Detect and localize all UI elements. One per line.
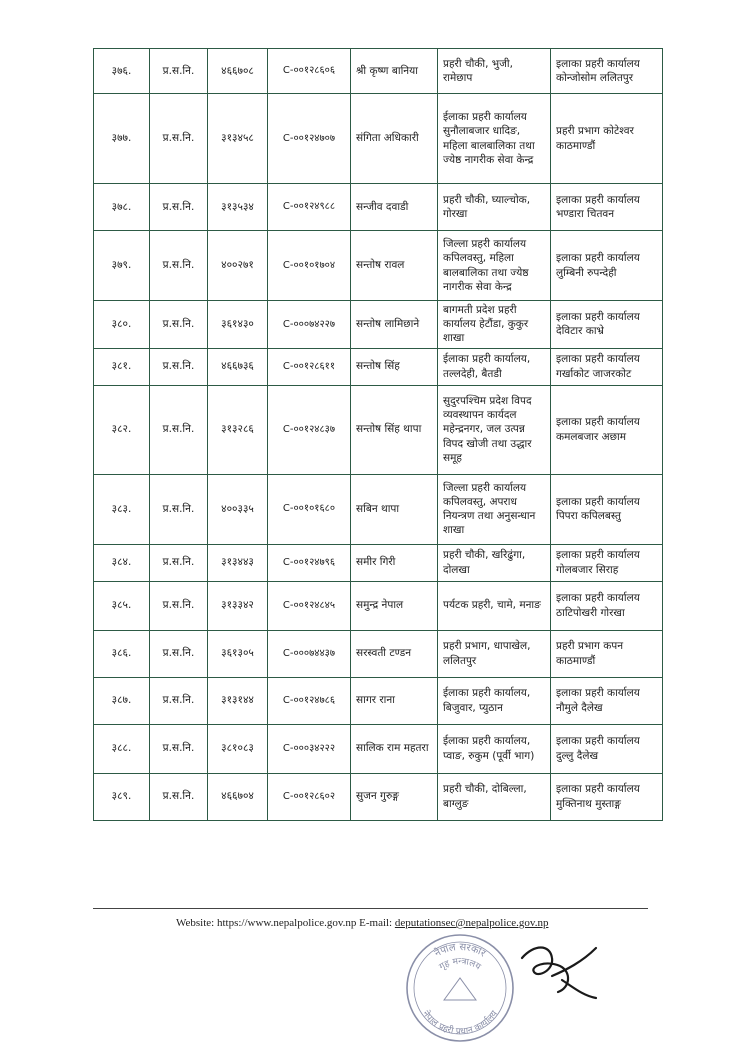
table-row (94, 301, 663, 349)
current-posting-cell: बागमती प्रदेश प्रहरी कार्यालय हेटौंडा, कुकुर शाखा (438, 301, 551, 349)
new-posting-cell: प्रहरी प्रभाग कपन काठमाण्डौं (551, 630, 663, 677)
table-row (94, 348, 663, 385)
new-posting-cell: इलाका प्रहरी कार्यालय गर्खाकोट जाजरकोट (551, 348, 663, 385)
police-number-cell: ३६१४३० (208, 301, 268, 349)
rank-cell: प्र.स.नि. (150, 231, 208, 301)
employee-code-cell: C-००१२८६०६ (268, 49, 351, 94)
officer-name-cell: सन्तोष रावल (351, 231, 438, 301)
table-row (94, 231, 663, 301)
employee-code-cell: C-००१२४९८८ (268, 184, 351, 231)
serial-number-cell: ३८४. (94, 544, 150, 581)
officer-name-cell: संगिता अधिकारी (351, 94, 438, 184)
employee-code-cell: C-००१२४८४५ (268, 581, 351, 630)
officer-name-cell: सरस्वती टण्डन (351, 630, 438, 677)
employee-code-cell: C-००१२४८३७ (268, 385, 351, 474)
seal-text-ministry: गृह मन्त्रालय (437, 956, 483, 973)
police-number-cell: ४००३३५ (208, 474, 268, 544)
footer-website: Website: https://www.nepalpolice.gov.np E-mail: (176, 917, 395, 929)
new-posting-cell: इलाका प्रहरी कार्यालय मुक्तिनाथ मुस्ताङ्ग (551, 773, 663, 820)
employee-code-cell: C-००१२८६११ (268, 348, 351, 385)
police-number-cell: ३१३३४२ (208, 581, 268, 630)
employee-code-cell: C-००१२८६०२ (268, 773, 351, 820)
serial-number-cell: ३८१. (94, 348, 150, 385)
office-seal-stamp (402, 930, 518, 1046)
seal-text-headquarters: नेपाल प्रहरी प्रधान कार्यालय (420, 1009, 500, 1038)
rank-cell: प्र.स.नि. (150, 677, 208, 724)
current-posting-cell: ईलाका प्रहरी कार्यालय, प्वाङ, रुकुम (पूर्वी भाग) (438, 724, 551, 773)
police-number-cell: ३१३५३४ (208, 184, 268, 231)
serial-number-cell: ३८६. (94, 630, 150, 677)
handwritten-signature (512, 936, 602, 1006)
serial-number-cell: ३७८. (94, 184, 150, 231)
rank-cell: प्र.स.नि. (150, 94, 208, 184)
current-posting-cell: प्रहरी चौकी, खरिढुंगा, दोलखा (438, 544, 551, 581)
serial-number-cell: ३८३. (94, 474, 150, 544)
employee-code-cell: C-००१०१७०४ (268, 231, 351, 301)
serial-number-cell: ३८०. (94, 301, 150, 349)
officer-name-cell: सुजन गुरुङ्ग (351, 773, 438, 820)
new-posting-cell: इलाका प्रहरी कार्यालय देविटार काभ्रे (551, 301, 663, 349)
new-posting-cell: इलाका प्रहरी कार्यालय गोलबजार सिराह (551, 544, 663, 581)
employee-code-cell: C-००१२४७८६ (268, 677, 351, 724)
transfer-roster-table (93, 48, 663, 821)
table-row (94, 773, 663, 820)
current-posting-cell: जिल्ला प्रहरी कार्यालय कपिलवस्तु, महिला बालबालिका तथा ज्येष्ठ नागरीक सेवा केन्द्र (438, 231, 551, 301)
rank-cell: प्र.स.नि. (150, 773, 208, 820)
table-row (94, 94, 663, 184)
current-posting-cell: जिल्ला प्रहरी कार्यालय कपिलवस्तु, अपराध नियन्त्रण तथा अनुसन्धान शाखा (438, 474, 551, 544)
police-number-cell: ३१३१४४ (208, 677, 268, 724)
current-posting-cell: ईलाका प्रहरी कार्यालय, बिजुवार, प्युठान (438, 677, 551, 724)
serial-number-cell: ३७९. (94, 231, 150, 301)
new-posting-cell: इलाका प्रहरी कार्यालय दुल्लु दैलेख (551, 724, 663, 773)
officer-name-cell: सागर राना (351, 677, 438, 724)
table-row (94, 724, 663, 773)
officer-name-cell: सन्तोष लामिछाने (351, 301, 438, 349)
police-number-cell: ४००२७१ (208, 231, 268, 301)
new-posting-cell: इलाका प्रहरी कार्यालय कमलबजार अछाम (551, 385, 663, 474)
officer-name-cell: सन्तोष सिंह (351, 348, 438, 385)
current-posting-cell: ईलाका प्रहरी कार्यालय सुनौलाबजार धादिङ, महिला बालबालिका तथा ज्येष्ठ नागरीक सेवा केन्द्र (438, 94, 551, 184)
serial-number-cell: ३७६. (94, 49, 150, 94)
rank-cell: प्र.स.नि. (150, 630, 208, 677)
police-number-cell: ४६६७०८ (208, 49, 268, 94)
rank-cell: प्र.स.नि. (150, 544, 208, 581)
current-posting-cell: सुदुरपश्चिम प्रदेश विपद व्यवस्थापन कार्यदल महेन्द्रनगर, जल उत्पन्न विपद खोजी तथा उद्धार समूह (438, 385, 551, 474)
rank-cell: प्र.स.नि. (150, 581, 208, 630)
footer-divider (93, 908, 648, 909)
rank-cell: प्र.स.नि. (150, 724, 208, 773)
employee-code-cell: C-००१२४७९६ (268, 544, 351, 581)
police-number-cell: ३१३२८६ (208, 385, 268, 474)
seal-text-government: नेपाल सरकार (432, 941, 488, 960)
table-row (94, 544, 663, 581)
seal-emblem-icon (444, 978, 476, 1000)
officer-name-cell: समीर गिरी (351, 544, 438, 581)
footer-contact (176, 917, 596, 929)
officer-name-cell: समुन्द्र नेपाल (351, 581, 438, 630)
new-posting-cell: इलाका प्रहरी कार्यालय ठाटिपोखरी गोरखा (551, 581, 663, 630)
rank-cell: प्र.स.नि. (150, 348, 208, 385)
police-number-cell: ३८१०८३ (208, 724, 268, 773)
serial-number-cell: ३८८. (94, 724, 150, 773)
table-row (94, 184, 663, 231)
table-row (94, 49, 663, 94)
police-number-cell: ३१३४५८ (208, 94, 268, 184)
new-posting-cell: इलाका प्रहरी कार्यालय भण्डारा चितवन (551, 184, 663, 231)
employee-code-cell: C-०००७४२२७ (268, 301, 351, 349)
roster-body (94, 49, 663, 821)
serial-number-cell: ३७७. (94, 94, 150, 184)
officer-name-cell: सालिक राम महतरा (351, 724, 438, 773)
current-posting-cell: पर्यटक प्रहरी, चामे, मनाङ (438, 581, 551, 630)
svg-text:गृह मन्त्रालय (438, 957, 483, 973)
table-row (94, 385, 663, 474)
rank-cell: प्र.स.नि. (150, 474, 208, 544)
rank-cell: प्र.स.नि. (150, 301, 208, 349)
officer-name-cell: सन्तोष सिंह थापा (351, 385, 438, 474)
serial-number-cell: ३८२. (94, 385, 150, 474)
employee-code-cell: C-०००७४४३७ (268, 630, 351, 677)
rank-cell: प्र.स.नि. (150, 385, 208, 474)
current-posting-cell: प्रहरी चौकी, घ्याल्चोक, गोरखा (438, 184, 551, 231)
current-posting-cell: प्रहरी चौकी, भुजी, रामेछाप (438, 49, 551, 94)
officer-name-cell: श्री कृष्ण बानिया (351, 49, 438, 94)
footer-email-link[interactable]: deputationsec@nepalpolice.gov.np (394, 917, 549, 929)
table-row (94, 677, 663, 724)
table-row (94, 630, 663, 677)
employee-code-cell: C-००१०१६८० (268, 474, 351, 544)
new-posting-cell: इलाका प्रहरी कार्यालय पिपरा कपिलबस्तु (551, 474, 663, 544)
rank-cell: प्र.स.नि. (150, 184, 208, 231)
police-number-cell: ३१३४४३ (208, 544, 268, 581)
new-posting-cell: इलाका प्रहरी कार्यालय लुम्बिनी रुपन्देही (551, 231, 663, 301)
rank-cell: प्र.स.नि. (150, 49, 208, 94)
police-number-cell: ३६१३०५ (208, 630, 268, 677)
police-number-cell: ४६६७०४ (208, 773, 268, 820)
current-posting-cell: प्रहरी चौकी, दोबिल्ला, बाग्लुङ (438, 773, 551, 820)
serial-number-cell: ३८७. (94, 677, 150, 724)
table-row (94, 474, 663, 544)
serial-number-cell: ३८५. (94, 581, 150, 630)
table-row (94, 581, 663, 630)
new-posting-cell: प्रहरी प्रभाग कोटेश्वर काठमाण्डौं (551, 94, 663, 184)
employee-code-cell: C-००१२४७०७ (268, 94, 351, 184)
new-posting-cell: इलाका प्रहरी कार्यालय नौमुले दैलेख (551, 677, 663, 724)
current-posting-cell: प्रहरी प्रभाग, धापाखेल, ललितपुर (438, 630, 551, 677)
police-number-cell: ४६६७३६ (208, 348, 268, 385)
serial-number-cell: ३८९. (94, 773, 150, 820)
new-posting-cell: इलाका प्रहरी कार्यालय कोन्जोसोम ललितपुर (551, 49, 663, 94)
officer-name-cell: सबिन थापा (351, 474, 438, 544)
current-posting-cell: ईलाका प्रहरी कार्यालय, तल्लदेही, बैतडी (438, 348, 551, 385)
officer-name-cell: सन्जीव दवाडी (351, 184, 438, 231)
employee-code-cell: C-०००३४२२२ (268, 724, 351, 773)
